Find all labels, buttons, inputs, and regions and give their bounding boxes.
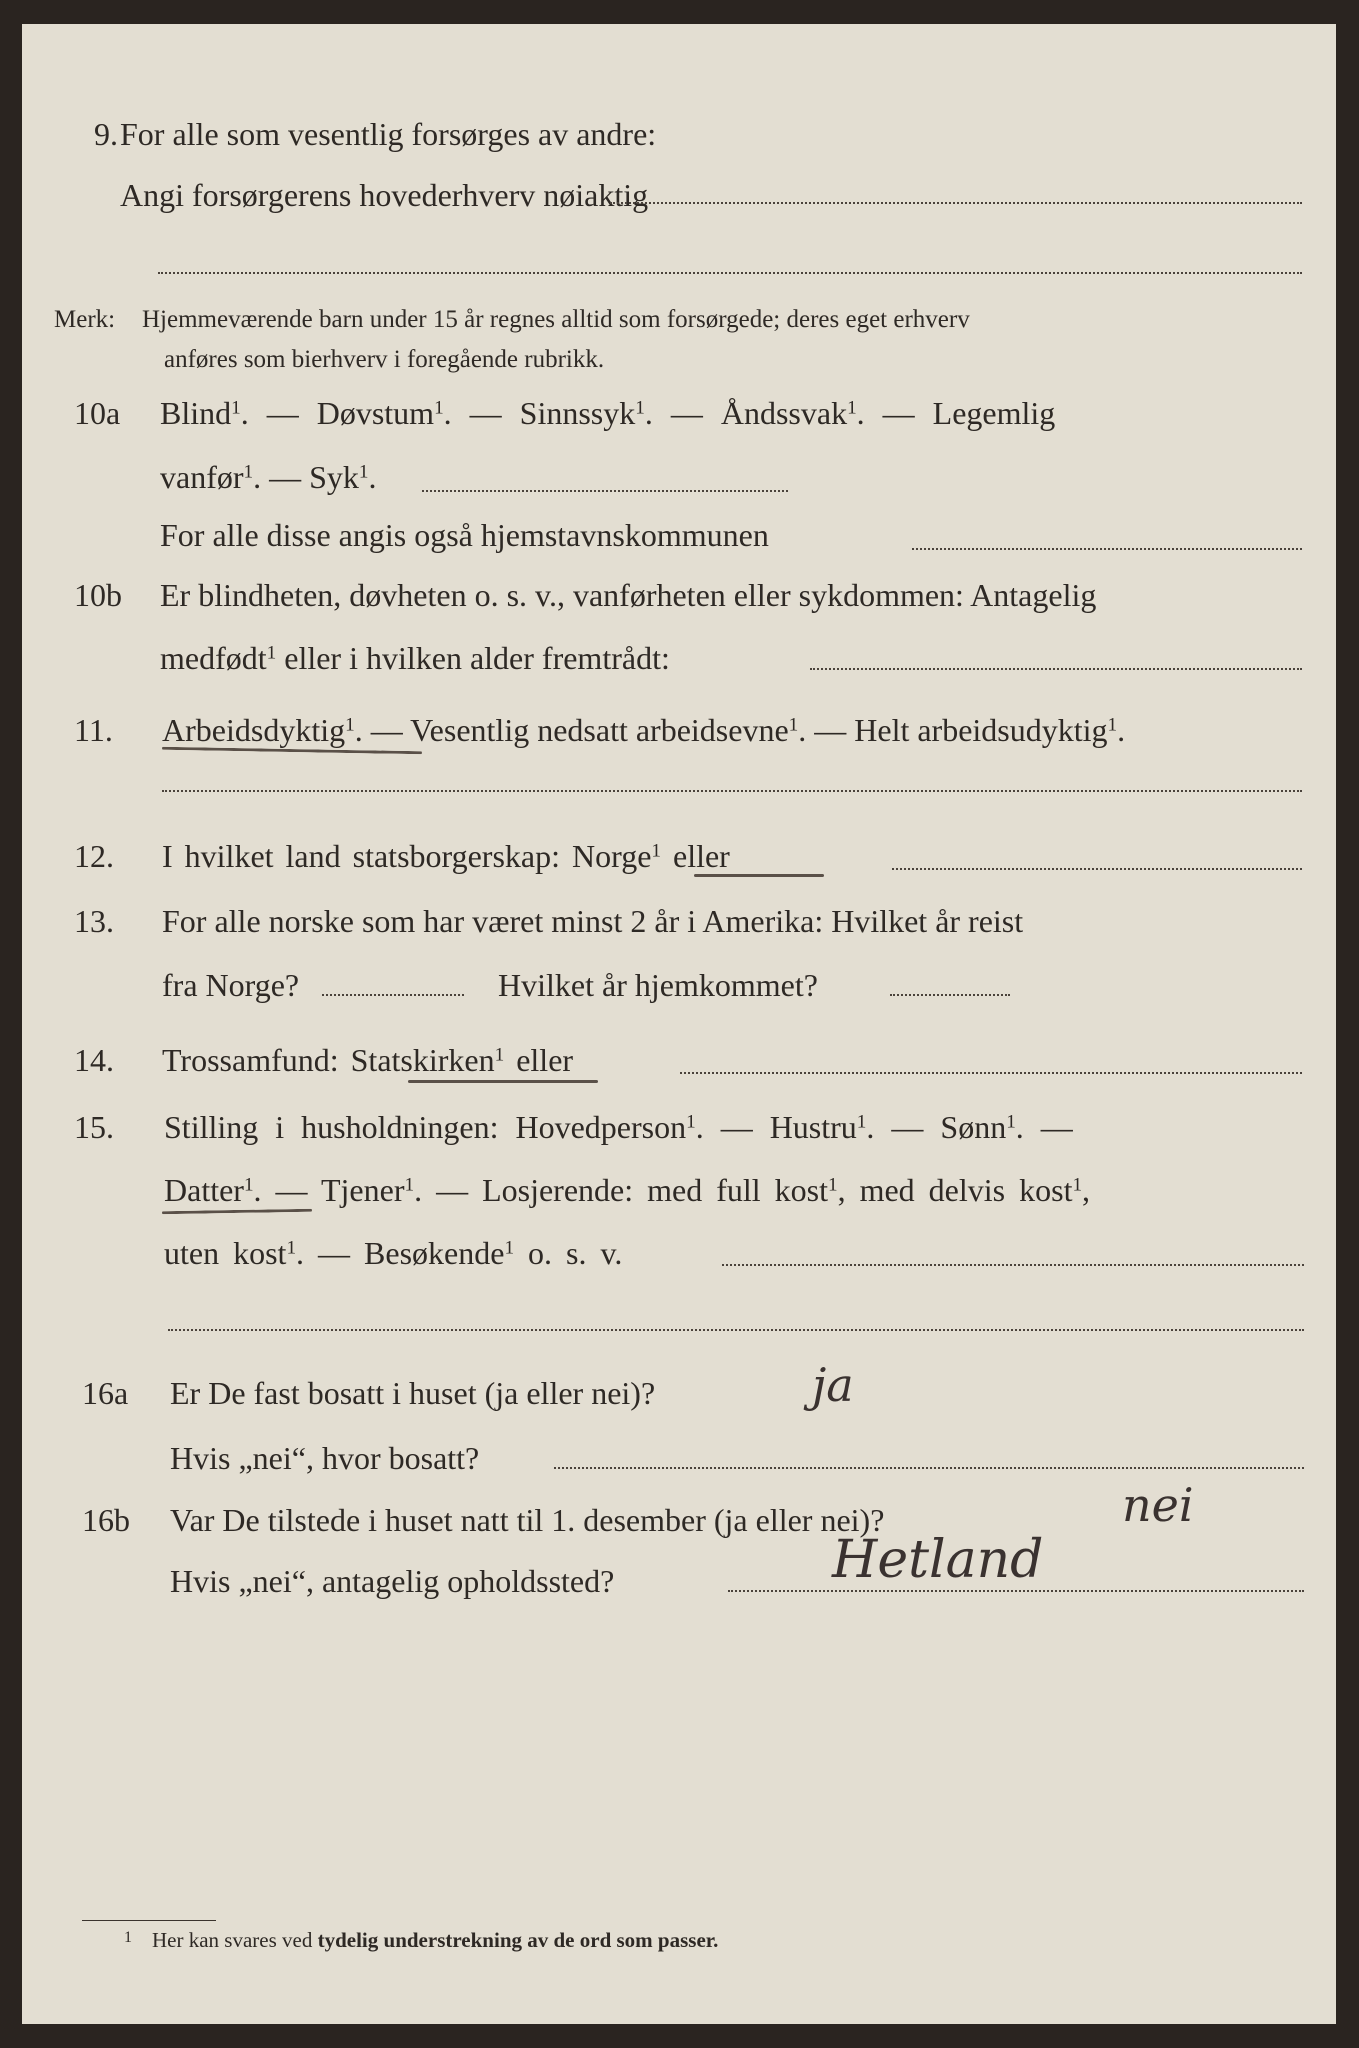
q11-line: Arbeidsdyktig$^1$. — Vesentlig nedsatt arbeidsevne$^1$. — Helt arbeidsudyktig$^1$. [162,712,1126,748]
q16a-line1: Er De fast bosatt i huset (ja eller nei)? [170,1375,656,1411]
q13-hjemkommet-answer-line[interactable] [890,994,1010,996]
q14-line: Trossamfund: Statskirken$^1$ eller [162,1042,574,1078]
q13-line2b: Hvilket år hjemkommet? [498,967,818,1003]
q16b-number: 16b [82,1502,130,1538]
q16b-handwritten-place: Hetland [832,1530,1044,1590]
q16a-number: 16a [82,1375,129,1411]
footnote-mark: 1 [124,1929,132,1946]
q9-line1: For alle som vesentlig forsørges av andre: [120,116,657,152]
q13-reist-answer-line[interactable] [322,994,464,996]
q16b-line2: Hvis „nei“, antagelig opholdssted? [170,1563,615,1599]
q11-number: 11. [74,712,113,748]
footnote-rule [82,1920,216,1921]
merk-line1: Hjemmeværende barn under 15 år regnes alltid som forsørgede; deres eget erhverv [142,306,970,333]
q10a-number: 10a [74,395,121,431]
q10a-line3: For alle disse angis også hjemstavnskommunen [160,517,769,553]
q9-number: 9. [94,116,118,152]
q10b-line2: medfødt$^1$ eller i hvilken alder fremtrådt: [160,640,670,676]
q16a-answer-line[interactable] [554,1467,1304,1469]
q14-number: 14. [74,1042,114,1078]
merk-line2: anføres som bierhverv i foregående rubrikk. [164,346,605,373]
census-form-page [22,24,1336,2024]
q14-option-statskirken[interactable]: Statskirken [350,1042,495,1078]
q12-handwritten-underline [694,874,824,877]
q16b-handwritten-answer: nei [1122,1478,1194,1532]
q16b-line1: Var De tilstede i huset natt til 1. desember (ja eller nei)? [170,1502,885,1538]
q15-line3: uten kost$^1$. — Besøkende$^1$ o. s. v. [164,1235,623,1271]
q16a-handwritten-answer: ja [812,1358,854,1412]
q10b-number: 10b [74,577,122,613]
q14-answer-line[interactable] [680,1072,1302,1074]
q15-line1: Stilling i husholdningen: Hovedperson$^1$. — Hustru$^1$. — Sønn$^1$. — [164,1109,1073,1145]
merk-label: Merk: [54,306,116,333]
q13-number: 13. [74,903,114,939]
q15-answer-line[interactable] [722,1264,1304,1266]
q10a-syk-answer-line[interactable] [422,490,788,492]
footnote-text: Her kan svares ved tydelig understrekning av de ord som passer. [152,1928,719,1952]
q14-handwritten-underline [408,1080,598,1083]
q10b-answer-line[interactable] [810,668,1302,670]
q11-answer-line[interactable] [162,790,1302,792]
q10b-line1: Er blindheten, døvheten o. s. v., vanførheten eller sykdommen: Antagelig [160,577,1097,613]
q12-option-norge[interactable]: Norge [572,838,652,874]
q12-answer-line[interactable] [892,868,1302,870]
q9-answer-line[interactable] [610,202,1302,204]
q10a-kommune-answer-line[interactable] [912,548,1302,550]
q15-handwritten-underline [162,1209,312,1215]
q15-line2: Datter$^1$. — Tjener$^1$. — Losjerende: med full kost$^1$, med delvis kost$^1$, [164,1172,1091,1208]
q10a-line1: Blind$^1$. — Døvstum$^1$. — Sinnssyk$^1$. — Åndssvak$^1$. — Legemlig [160,395,1056,431]
q15-number: 15. [74,1109,114,1145]
q15-answer-line-2[interactable] [168,1329,1304,1331]
q9-answer-line-2[interactable] [158,272,1302,274]
q16b-answer-line[interactable] [728,1590,1304,1592]
q16a-line2: Hvis „nei“, hvor bosatt? [170,1440,480,1476]
q13-line2a: fra Norge? [162,967,300,1003]
q12-number: 12. [74,838,114,874]
q9-line2: Angi forsørgerens hovederhverv nøiaktig [120,177,649,213]
q10a-line2: vanfør$^1$. — Syk$^1$. [160,459,377,495]
q12-line: I hvilket land statsborgerskap: Norge$^1$ eller [162,838,730,874]
q13-line1: For alle norske som har været minst 2 år i Amerika: Hvilket år reist [162,903,1024,939]
